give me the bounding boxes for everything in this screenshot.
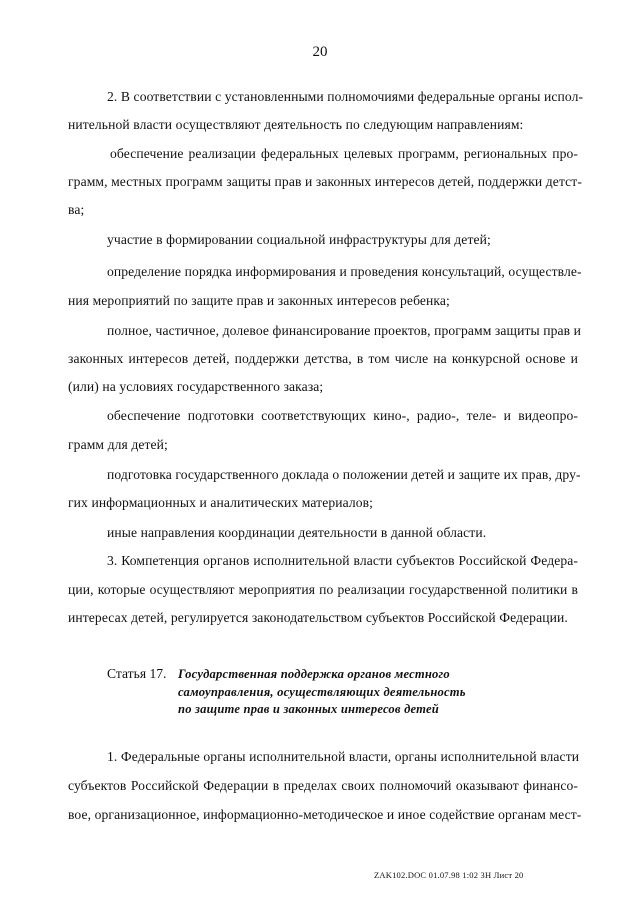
article-title-line-2: самоуправления, осуществляющих деятельность — [178, 685, 466, 699]
list-item-4-line-2: законных интересов детей, поддержки детства, в том числе на конкурсной основе и — [68, 351, 578, 366]
article-title-line-1: Государственная поддержка органов местного — [178, 667, 450, 681]
paragraph-3-line-1: 3. Компетенция органов исполнительной власти субъектов Российской Федера- — [107, 553, 578, 568]
list-item-5-line-1: обеспечение подготовки соответствующих кино-, радио-, теле- и видеопро- — [107, 408, 578, 423]
document-footer: ZAK102.DOC 01.07.98 1:02 ЗН Лист 20 — [374, 870, 524, 880]
paragraph-2-line-1: 2. В соответствии с установленными полномочиями федеральные органы испол- — [107, 89, 584, 104]
list-item-1-line-3: ва; — [68, 202, 85, 217]
paragraph-3-line-3: интересах детей, регулируется законодательством субъектов Российской Федерации. — [68, 610, 568, 625]
list-item-6-line-2: гих информационных и аналитических материалов; — [68, 495, 374, 510]
list-item-4-line-3: (или) на условиях государственного заказа; — [68, 379, 324, 394]
article-paragraph-1-line-3: вое, организационное, информационно-методическое и иное содействие органам мест- — [68, 807, 582, 822]
page-number: 20 — [312, 44, 328, 60]
list-item-2-line-1: участие в формировании социальной инфраструктуры для детей; — [107, 232, 491, 247]
paragraph-2-line-2: нительной власти осуществляют деятельность по следующим направлениям: — [68, 117, 524, 132]
list-item-3-line-1: определение порядка информирования и проведения консультаций, осуществле- — [107, 264, 582, 279]
article-paragraph-1-line-1: 1. Федеральные органы исполнительной власти, органы исполнительной власти — [107, 749, 580, 764]
article-label: Статья 17. — [107, 666, 167, 681]
list-item-1-line-1: обеспечение реализации федеральных целевых программ, региональных про- — [110, 146, 578, 161]
paragraph-3-line-2: ции, которые осуществляют мероприятия по реализации государственной политики в — [68, 582, 578, 597]
list-item-7-line-1: иные направления координации деятельности в данной области. — [107, 525, 487, 540]
list-item-3-line-2: ния мероприятий по защите прав и законных интересов ребенка; — [68, 293, 450, 308]
article-paragraph-1-line-2: субъектов Российской Федерации в пределах своих полномочий оказывают финансо- — [68, 778, 578, 793]
list-item-1-line-2: грамм, местных программ защиты прав и законных интересов детей, поддержки детст- — [68, 174, 582, 189]
list-item-6-line-1: подготовка государственного доклада о положении детей и защите их прав, дру- — [107, 467, 581, 482]
article-title-line-3: по защите прав и законных интересов детей — [178, 702, 440, 716]
list-item-5-line-2: грамм для детей; — [68, 437, 168, 452]
list-item-4-line-1: полное, частичное, долевое финансирование проектов, программ защиты прав и — [107, 323, 582, 338]
